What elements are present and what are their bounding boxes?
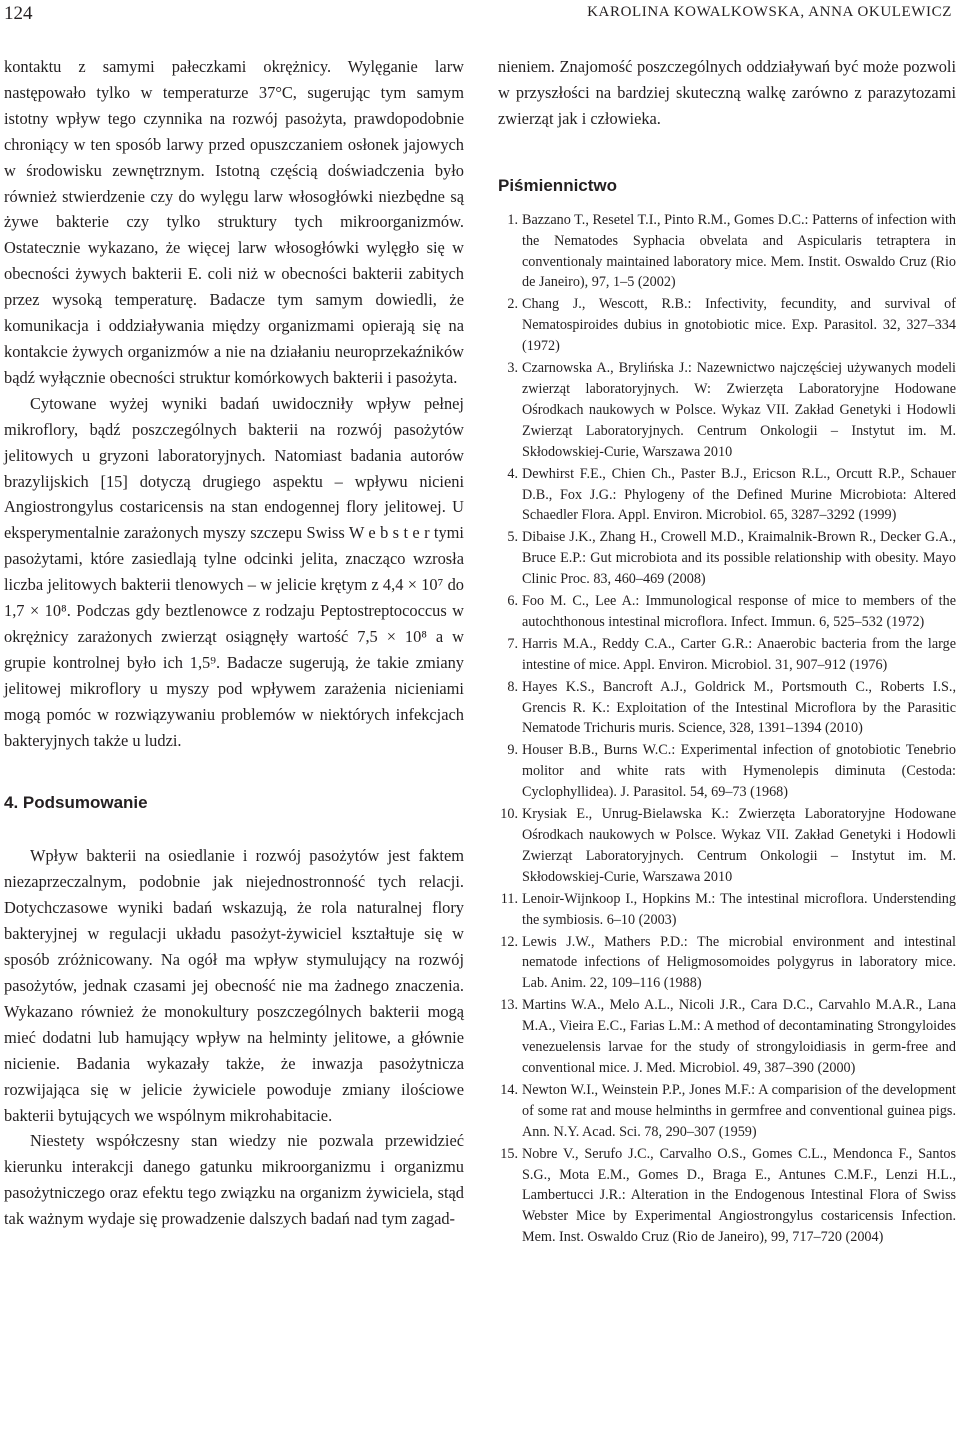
reference-number: 15. xyxy=(500,1145,518,1162)
reference-item xyxy=(498,677,956,740)
right-column xyxy=(498,54,956,1249)
body-paragraph: nieniem. Znajomość poszczególnych oddziaływań być może pozwoli w przyszłości na bardziej skuteczną walkę zarówno z parazytozami zwierząt jak i człowieka. xyxy=(498,57,956,128)
reference-text: Lewis J.W., Mathers P.D.: The microbial environment and intestinal nematode infections of Heligmosomoides polygyrus in laboratory mice. Lab. Anim. 22, 109–116 (1988) xyxy=(522,933,956,992)
reference-text: Czarnowska A., Brylińska J.: Nazewnictwo najczęściej używanych modeli zwierząt laboratoryjnych. W: Zwierzęta Laboratoryjne Hodowane Ośrodkach naukowych w Polsce. Wykaz VII. Zakład Genetyki i Hodowli Zwierząt Laboratoryjnych. Centrum Onkologii – Instytut im. M. Skłodowskiej-Curie, Warszawa 2010 xyxy=(522,360,956,460)
reference-number: 5. xyxy=(507,529,518,546)
reference-list xyxy=(498,210,956,1248)
reference-item xyxy=(498,358,956,463)
reference-item xyxy=(498,464,956,527)
section-heading: 4. Podsumowanie xyxy=(4,793,148,813)
reference-item xyxy=(498,527,956,590)
reference-item xyxy=(498,889,956,931)
reference-text: Martins W.A., Melo A.L., Nicoli J.R., Cara D.C., Carvahlo M.A.R., Lana M.A., Vieira E.C., Farias L.M.: A method of decontaminating Strongyloides venezuelensis larvae for the study of strongyloidiasis in germ-free and conventional mice. J. Med. Microbiol. 49, 387–390 (2000) xyxy=(522,997,956,1076)
reference-text: Dewhirst F.E., Chien Ch., Paster B.J., Ericson R.L., Orcutt R.P., Schauer D.B., Fox J.G.: Phylogeny of the Defined Murine Microbiota: Altered Schaedler Flora. Appl. Environ. Microbiol. 65, 3287–3292 (1999) xyxy=(522,465,956,524)
reference-number: 7. xyxy=(507,635,518,652)
page-header xyxy=(0,0,960,40)
reference-number: 9. xyxy=(507,742,518,759)
reference-number: 12. xyxy=(500,933,518,950)
reference-text: Lenoir-Wijnkoop I., Hopkins M.: The intestinal microflora. Understending the symbiosis. 6–10 (2003) xyxy=(522,890,956,928)
reference-item xyxy=(498,1080,956,1143)
page-number: 124 xyxy=(4,3,33,24)
reference-item xyxy=(498,804,956,888)
reference-text: Chang J., Wescott, R.B.: Infectivity, fecundity, and survival of Nematospiroides dubius in gnotobiotic mice. Exp. Parasitol. 32, 327–334 (1972) xyxy=(522,296,956,355)
reference-item xyxy=(498,210,956,294)
reference-number: 3. xyxy=(507,360,518,377)
left-column xyxy=(4,54,464,1232)
reference-text: Harris M.A., Reddy C.A., Carter G.R.: Anaerobic bacteria from the large intestine of mice. Appl. Environ. Microbiol. 31, 907–912 (1976) xyxy=(522,635,956,673)
reference-item xyxy=(498,634,956,676)
reference-item xyxy=(498,1144,956,1249)
reference-text: Krysiak E., Unrug-Bielawska K.: Zwierzęta Laboratoryjne Hodowane Ośrodkach naukowych w Polsce. Wykaz VII. Zakład Genetyki i Hodowli Zwierząt Laboratoryjnych. Centrum Onkologii – Instytut im. M. Skłodowskiej-Curie, Warszawa 2010 xyxy=(522,806,956,885)
reference-item xyxy=(498,995,956,1079)
bibliography-heading: Piśmiennictwo xyxy=(498,175,618,195)
reference-text: Foo M. C., Lee A.: Immunological response of mice to members of the autochthonous intestinal microflora. Infect. Immun. 6, 525–532 (1972) xyxy=(522,593,956,630)
body-paragraph: Niestety współczesny stan wiedzy nie pozwala przewidzieć kierunku interakcji danego gatunku mikroorganizmu i organizmu pasożytniczego oraz efektu tego związku na organizm żywiciela, stąd tak ważnym wydaje się prowadzenie dalszych badań nad tym zagad- xyxy=(4,1131,464,1229)
reference-number: 2. xyxy=(507,296,518,313)
reference-text: Bazzano T., Resetel T.I., Pinto R.M., Gomes D.C.: Patterns of infection with the Nematodes Syphacia obvelata and Aspicularis tetraptera in conventionaly maintained laboratory mice. Mem. Instit. Oswaldo Cruz (Rio de Janeiro), 97, 1–5 (2002) xyxy=(522,211,956,291)
reference-text: Hayes K.S., Bancroft A.J., Goldrick M., Portsmouth C., Roberts I.S., Grencis R. K.: Exploitation of the Intestinal Microflora by the Parasitic Nematode Trichuris muris. Science, 328, 1391–1394 (2010) xyxy=(522,678,956,737)
reference-number: 11. xyxy=(500,890,518,907)
reference-text: Dibaise J.K., Zhang H., Crowell M.D., Kraimalnik-Brown R., Decker G.A., Bruce E.P.: Gut microbiota and its possible relationship with obesity. Mayo Clinic Proc. 83, 460–469 (2008) xyxy=(522,529,956,588)
reference-text: Houser B.B., Burns W.C.: Experimental infection of gnotobiotic Tenebrio molitor and white rats with Hymenolepis diminuta (Cestoda: Cyclophyllidea). J. Parasitol. 54, 69–73 (1968) xyxy=(522,742,956,801)
reference-text: Newton W.I., Weinstein P.P., Jones M.F.: A comparision of the development of some rat and mouse helminths in germfree and conventional guinea pigs. Ann. N.Y. Acad. Sci. 78, 290–307 (1959) xyxy=(522,1081,956,1140)
reference-number: 13. xyxy=(500,997,518,1014)
reference-number: 14. xyxy=(500,1081,518,1098)
running-title: KAROLINA KOWALKOWSKA, ANNA OKULEWICZ xyxy=(587,4,952,20)
reference-text: Nobre V., Serufo J.C., Carvalho O.S., Gomes C.L., Mendonca F., Santos S.G., Mota E.M., Gomes D., Braga E., Antunes C.M.F., Lenzi H.L., Lambertucci J.R.: Alteration in the Endogenous Intestinal Flora of Swiss Webster Mice by Experimental Angiostrongylus costaricensis Infection. Mem. Inst. Oswaldo Cruz (Rio de Janeiro), 99, 717–720 (2004) xyxy=(522,1145,956,1246)
body-paragraph: kontaktu z samymi pałeczkami okrężnicy. Wylęganie larw następowało tylko w temperaturze 37°C, sugerując tym samym istotny wpływ tego czynnika na rozwój pasożyta, prawdopodobnie chroniący w ten sposób larwy przed opuszczaniem osłonek jajowych w środowisku zewnętrznym. Istotną częścią doświadczenia było również stwierdzenie czy do wylęgu larw włosogłówki niezbędne są żywe bakterie czy tylko struktury tych mikroorganizmów. Ostatecznie wykazano, że więcej larw włosogłówki wylęgło się w obecności żywych bakterii E. coli niż w obecności bakterii zabitych przez wysoką temperaturę. Badacze tym samym dowiedli, że komunikacja i oddziaływania między organizmami opierają się na kontakcie żywych organizmów a nie na działaniu neuroprzekaźników bądź wyłącznie obecności struktur komórkowych bakterii i pasożyta. xyxy=(4,57,464,387)
reference-number: 6. xyxy=(507,593,518,610)
reference-number: 1. xyxy=(507,211,518,228)
reference-number: 4. xyxy=(507,465,518,482)
reference-item xyxy=(498,932,956,995)
reference-number: 10. xyxy=(500,806,518,823)
body-paragraph: Wpływ bakterii na osiedlanie i rozwój pasożytów jest faktem niezaprzeczalnym, podobnie jak niejednostronność tych relacji. Dotychczasowe wyniki badań wskazują, że rola naturalnej flory bakteryjnej w regulacji układu pasożyt-żywiciel kształtuje się w sposób zróżnicowany. Na ogół ma wpływ stymulujący na rozwój pasożytów, jednak czasami jej obecność nie ma żadnego znaczenia. Wykazano również że monokultury poszczególnych bakterii mogą mieć dodatni lub hamujący wpływ na helminty jelitowe, a głównie nicienie. Badania wykazały także, że inwazja pasożytnicza rozwijająca się w jelicie żywiciele powoduje zmiany ilościowe bakterii bytujących we wspólnym mikrohabitacie. xyxy=(4,846,464,1125)
reference-number: 8. xyxy=(507,678,518,695)
reference-item xyxy=(498,740,956,803)
body-paragraph: Cytowane wyżej wyniki badań uwidoczniły wpływ pełnej mikroflory, bądź poszczególnych bakterii na rozwój pasożytów jelitowych u gryzoni laboratoryjnych. Natomiast badania autorów brazylijskich [15] dotyczą drugiego aspektu – wpływu nicieni Angiostrongylus costaricensis na stan endogennej flory jelitowej. U eksperymentalnie zarażonych myszy szczepu Swiss W e b s t e r tymi pasożytami, które zasiedlają tylne odcinki jelita, znacząco wzrosła liczba jelitowych bakterii tlenowych – w jelicie krętym z 4,4 × 10⁷ do 1,7 × 10⁸. Podczas gdy beztlenowce z rodzaju Peptostreptococcus w okrężnicy zarażonych zwierząt osiągnęły wartość 7,5 × 10⁸ a w grupie kontrolnej było ich 1,5⁹. Badacze sugerują, że takie zmiany jelitowej mikroflory u myszy pod wpływem zarażenia nicieniami mogą pomóc w rozwiązywaniu problemów w niektórych infekcjach bakteryjnych także u ludzi. xyxy=(4,393,464,750)
reference-item xyxy=(498,294,956,357)
reference-item xyxy=(498,591,956,633)
